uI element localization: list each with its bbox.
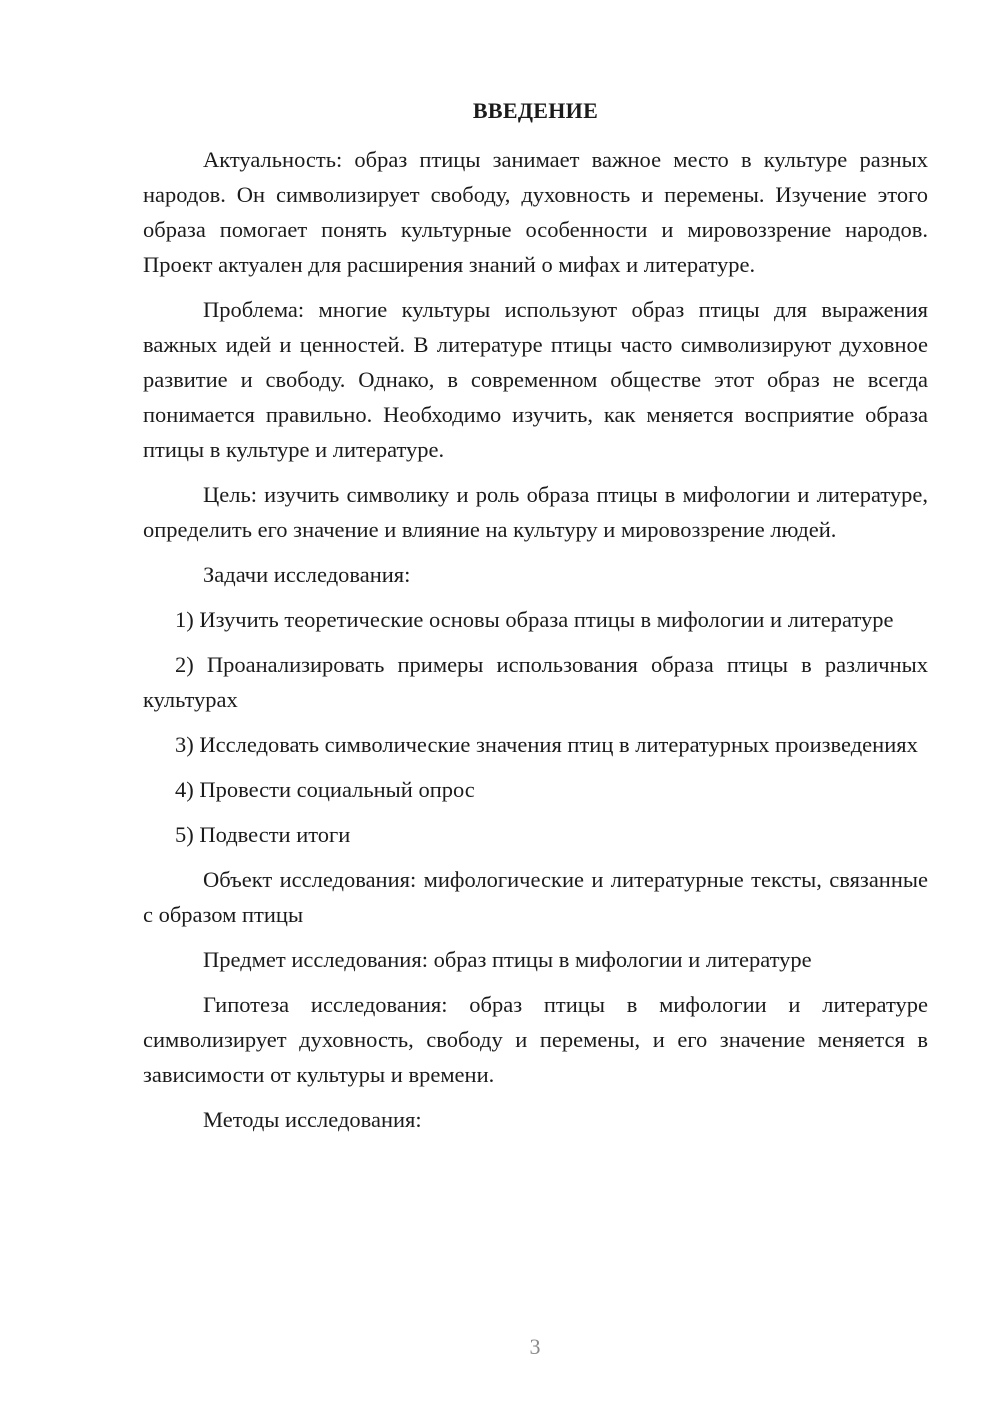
task-item: 4) Провести социальный опрос	[175, 777, 475, 802]
subject-paragraph: Предмет исследования: образ птицы в мифологии и литературе	[203, 947, 812, 972]
hypothesis-paragraph: Гипотеза исследования: образ птицы в мифологии и литературе символизирует духовность, свободу и перемены, и его значение меняется в зависимости от культуры и времени.	[143, 992, 928, 1087]
page-title: ВВЕДЕНИЕ	[472, 98, 599, 123]
task-item: 2) Проанализировать примеры использования образа птицы в различных культурах	[143, 652, 928, 712]
task-item: 1) Изучить теоретические основы образа птицы в мифологии и литературе	[175, 607, 894, 632]
goal-paragraph: Цель: изучить символику и роль образа птицы в мифологии и литературе, определить его значение и влияние на культуру и мировоззрение людей.	[143, 482, 928, 542]
relevance-paragraph: Актуальность: образ птицы занимает важное место в культуре разных народов. Он символизирует свободу, духовность и перемены. Изучение этого образа помогает понять культурные особенности и мировоззрение народов. Проект актуален для расширения знаний о мифах и литературе.	[143, 147, 928, 277]
page-content	[143, 96, 928, 1147]
task-item: 3) Исследовать символические значения птиц в литературных произведениях	[175, 732, 918, 757]
object-paragraph: Объект исследования: мифологические и литературные тексты, связанные с образом птицы	[143, 867, 928, 927]
task-item: 5) Подвести итоги	[175, 822, 351, 847]
tasks-heading: Задачи исследования:	[203, 562, 411, 587]
page-number: 3	[529, 1334, 541, 1359]
methods-heading: Методы исследования:	[203, 1107, 422, 1132]
problem-paragraph: Проблема: многие культуры используют образ птицы для выражения важных идей и ценностей. В литературе птицы часто символизируют духовное развитие и свободу. Однако, в современном обществе этот образ не всегда понимается правильно. Необходимо изучить, как меняется восприятие образа птицы в культуре и литературе.	[143, 297, 928, 462]
